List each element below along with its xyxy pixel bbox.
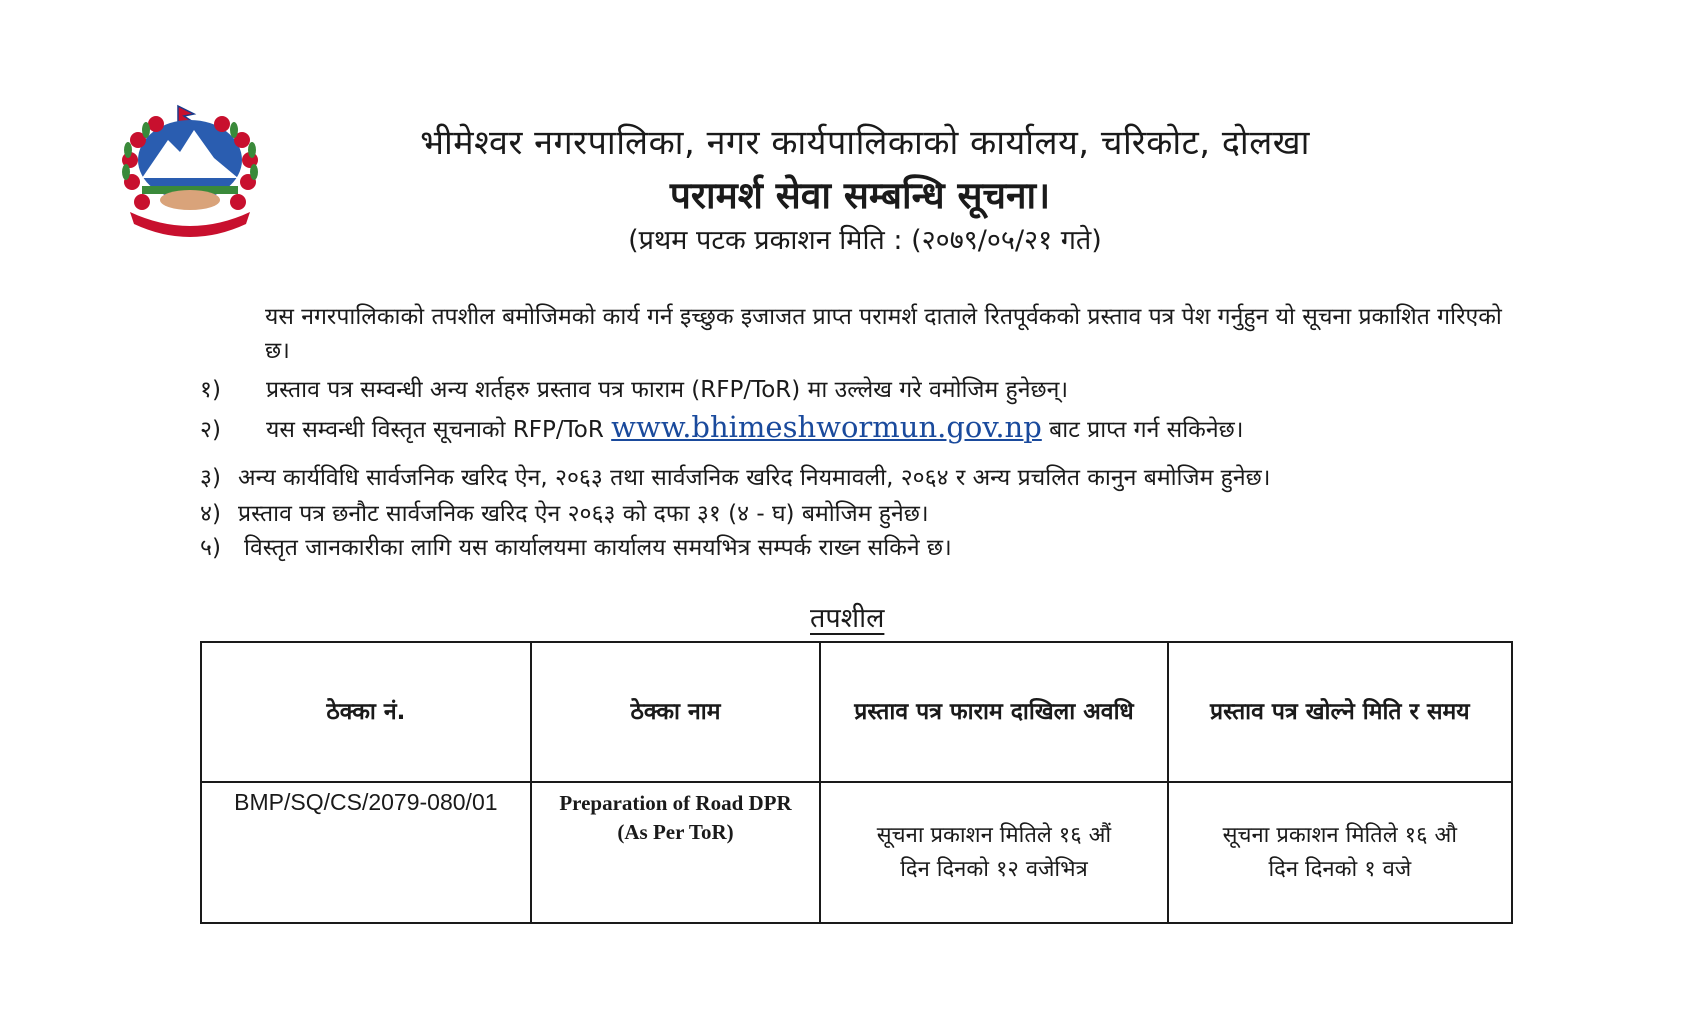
- publish-date: (प्रथम पटक प्रकाशन मिति : (२०७९/०५/२१ गते): [628, 225, 1102, 256]
- intro-paragraph: यस नगरपालिकाको तपशील बमोजिमको कार्य गर्न इच्छुक इजाजत प्राप्त परामर्श दाताले रितपूर्वकको प्रस्ताव पत्र पेश गर्नुहुन यो सूचना प्रकाशित गरिएको छ।: [265, 304, 1502, 364]
- office-title: भीमेश्वर नगरपालिका, नगर कार्यपालिकाको कार्यालय, चरिकोट, दोलखा: [420, 123, 1310, 163]
- table-header-row: [201, 642, 1512, 782]
- header-opening-date: प्रस्ताव पत्र खोल्ने मिति र समय: [1168, 642, 1512, 782]
- opening-line: सूचना प्रकाशन मितिले १६ औ: [1222, 822, 1458, 848]
- point-text: प्रस्ताव पत्र छनौट सार्वजनिक खरिद ऐन २०६३ को दफा ३१ (४ - घ) बमोजिम हुनेछ।: [238, 501, 929, 527]
- submission-line: सूचना प्रकाशन मितिले १६ औं: [876, 822, 1112, 848]
- header-contract-name: ठेक्का नाम: [531, 642, 821, 782]
- point-1: [200, 372, 1068, 404]
- table-caption: तपशील: [810, 603, 885, 634]
- point-text: प्रस्ताव पत्र सम्वन्धी अन्य शर्तहरु प्रस्ताव पत्र फाराम (RFP/ToR) मा उल्लेख गरे वमोजिम हुनेछन्।: [266, 377, 1069, 403]
- point-4: [200, 496, 929, 528]
- point-number: १): [200, 377, 221, 403]
- cell-contract-name: [531, 782, 821, 923]
- header-contract-no: ठेक्का नं.: [201, 642, 531, 782]
- notice-title: परामर्श सेवा सम्बन्धि सूचना।: [669, 174, 1051, 217]
- point-text: यस सम्वन्धी विस्तृत सूचनाको RFP/ToR: [266, 417, 604, 443]
- header-submission-period: प्रस्ताव पत्र फाराम दाखिला अवधि: [820, 642, 1167, 782]
- point-5: [200, 530, 952, 562]
- cell-contract-no: BMP/SQ/CS/2079-080/01: [201, 782, 531, 923]
- table-row: [201, 782, 1512, 923]
- opening-line: दिन दिनको १ वजे: [1268, 856, 1412, 882]
- cell-submission-period: [820, 782, 1167, 923]
- point-3: [200, 460, 1270, 492]
- cell-opening-date: [1168, 782, 1512, 923]
- point-text: विस्तृत जानकारीका लागि यस कार्यालयमा कार्यालय समयभित्र सम्पर्क राख्न सकिने छ।: [244, 535, 952, 561]
- submission-line: दिन दिनको १२ वजेभित्र: [900, 856, 1088, 882]
- point-number: ५): [200, 535, 221, 561]
- point-number: ३): [200, 465, 221, 491]
- point-number: २): [200, 417, 221, 443]
- contract-name-line: Preparation of Road DPR: [559, 791, 792, 815]
- point-text: अन्य कार्यविधि सार्वजनिक खरिद ऐन, २०६३ तथा सार्वजनिक खरिद नियमावली, २०६४ र अन्य प्रचलित कानुन बमोजिम हुनेछ।: [238, 465, 1271, 491]
- website-link[interactable]: www.bhimeshwormun.gov.np: [611, 410, 1042, 444]
- contract-name-line: (As Per ToR): [617, 820, 734, 844]
- point-2: [200, 410, 1243, 444]
- tender-table: [200, 641, 1513, 924]
- point-text: बाट प्राप्त गर्न सकिनेछ।: [1049, 417, 1244, 443]
- point-number: ४): [200, 501, 221, 527]
